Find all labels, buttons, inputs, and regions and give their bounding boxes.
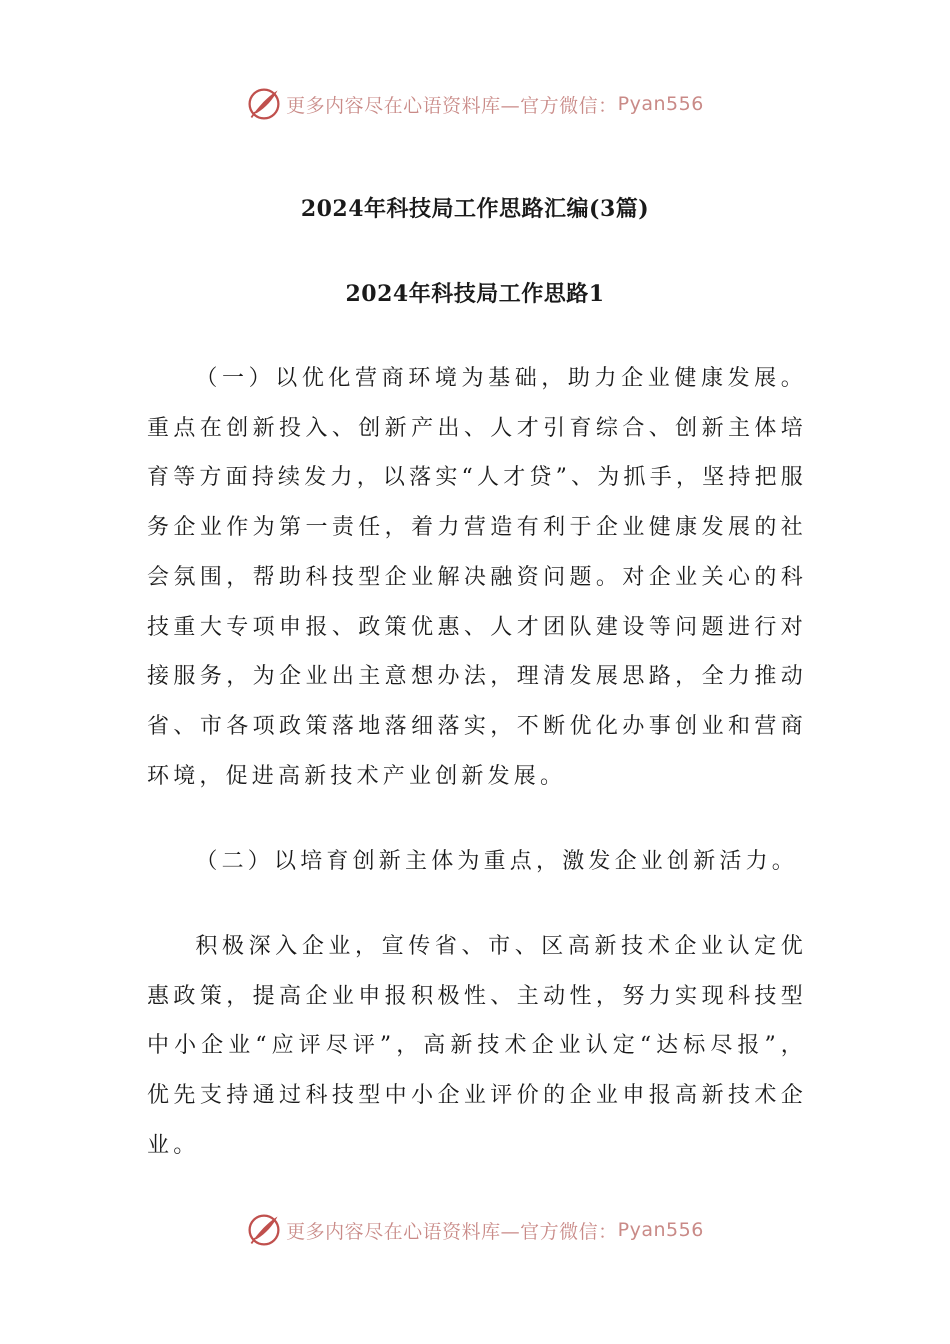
footer-watermark <box>0 1210 950 1250</box>
section-title: 2024年科技局工作思路1 <box>345 281 605 307</box>
quill-pen-icon <box>246 1212 282 1248</box>
paragraph-3: 积极深入企业，宣传省、市、区高新技术企业认定优惠政策，提高企业申报积极性、主动性，努力实现科技型中小企业“应评尽评”，高新技术企业认定“达标尽报”，优先支持通过科技型中小企业评价的企业申报高新技术企业。 <box>147 934 807 1158</box>
watermark-wechat-id: Pyan556 <box>617 93 704 115</box>
document-title: 2024年科技局工作思路汇编(3篇) <box>300 196 650 222</box>
quill-pen-icon <box>246 86 282 122</box>
watermark-text: 更多内容尽在心语资料库—官方微信： <box>286 1220 618 1243</box>
watermark-text: 更多内容尽在心语资料库—官方微信： <box>286 94 618 117</box>
header-watermark <box>0 84 950 124</box>
paragraph-2: （二）以培育创新主体为重点，激发企业创新活力。 <box>195 849 798 874</box>
watermark-wechat-id: Pyan556 <box>617 1219 704 1241</box>
paragraph-1: （一）以优化营商环境为基础，助力企业健康发展。重点在创新投入、创新产出、人才引育综合、创新主体培育等方面持续发力，以落实“人才贷”、为抓手，坚持把服务企业作为第一责任，着力营造有利于企业健康发展的社会氛围，帮助科技型企业解决融资问题。对企业关心的科技重大专项申报、政策优惠、人才团队建设等问题进行对接服务，为企业出主意想办法，理清发展思路，全力推动省、市各项政策落地落细落实，不断优化办事创业和营商环境，促进高新技术产业创新发展。 <box>147 366 807 789</box>
